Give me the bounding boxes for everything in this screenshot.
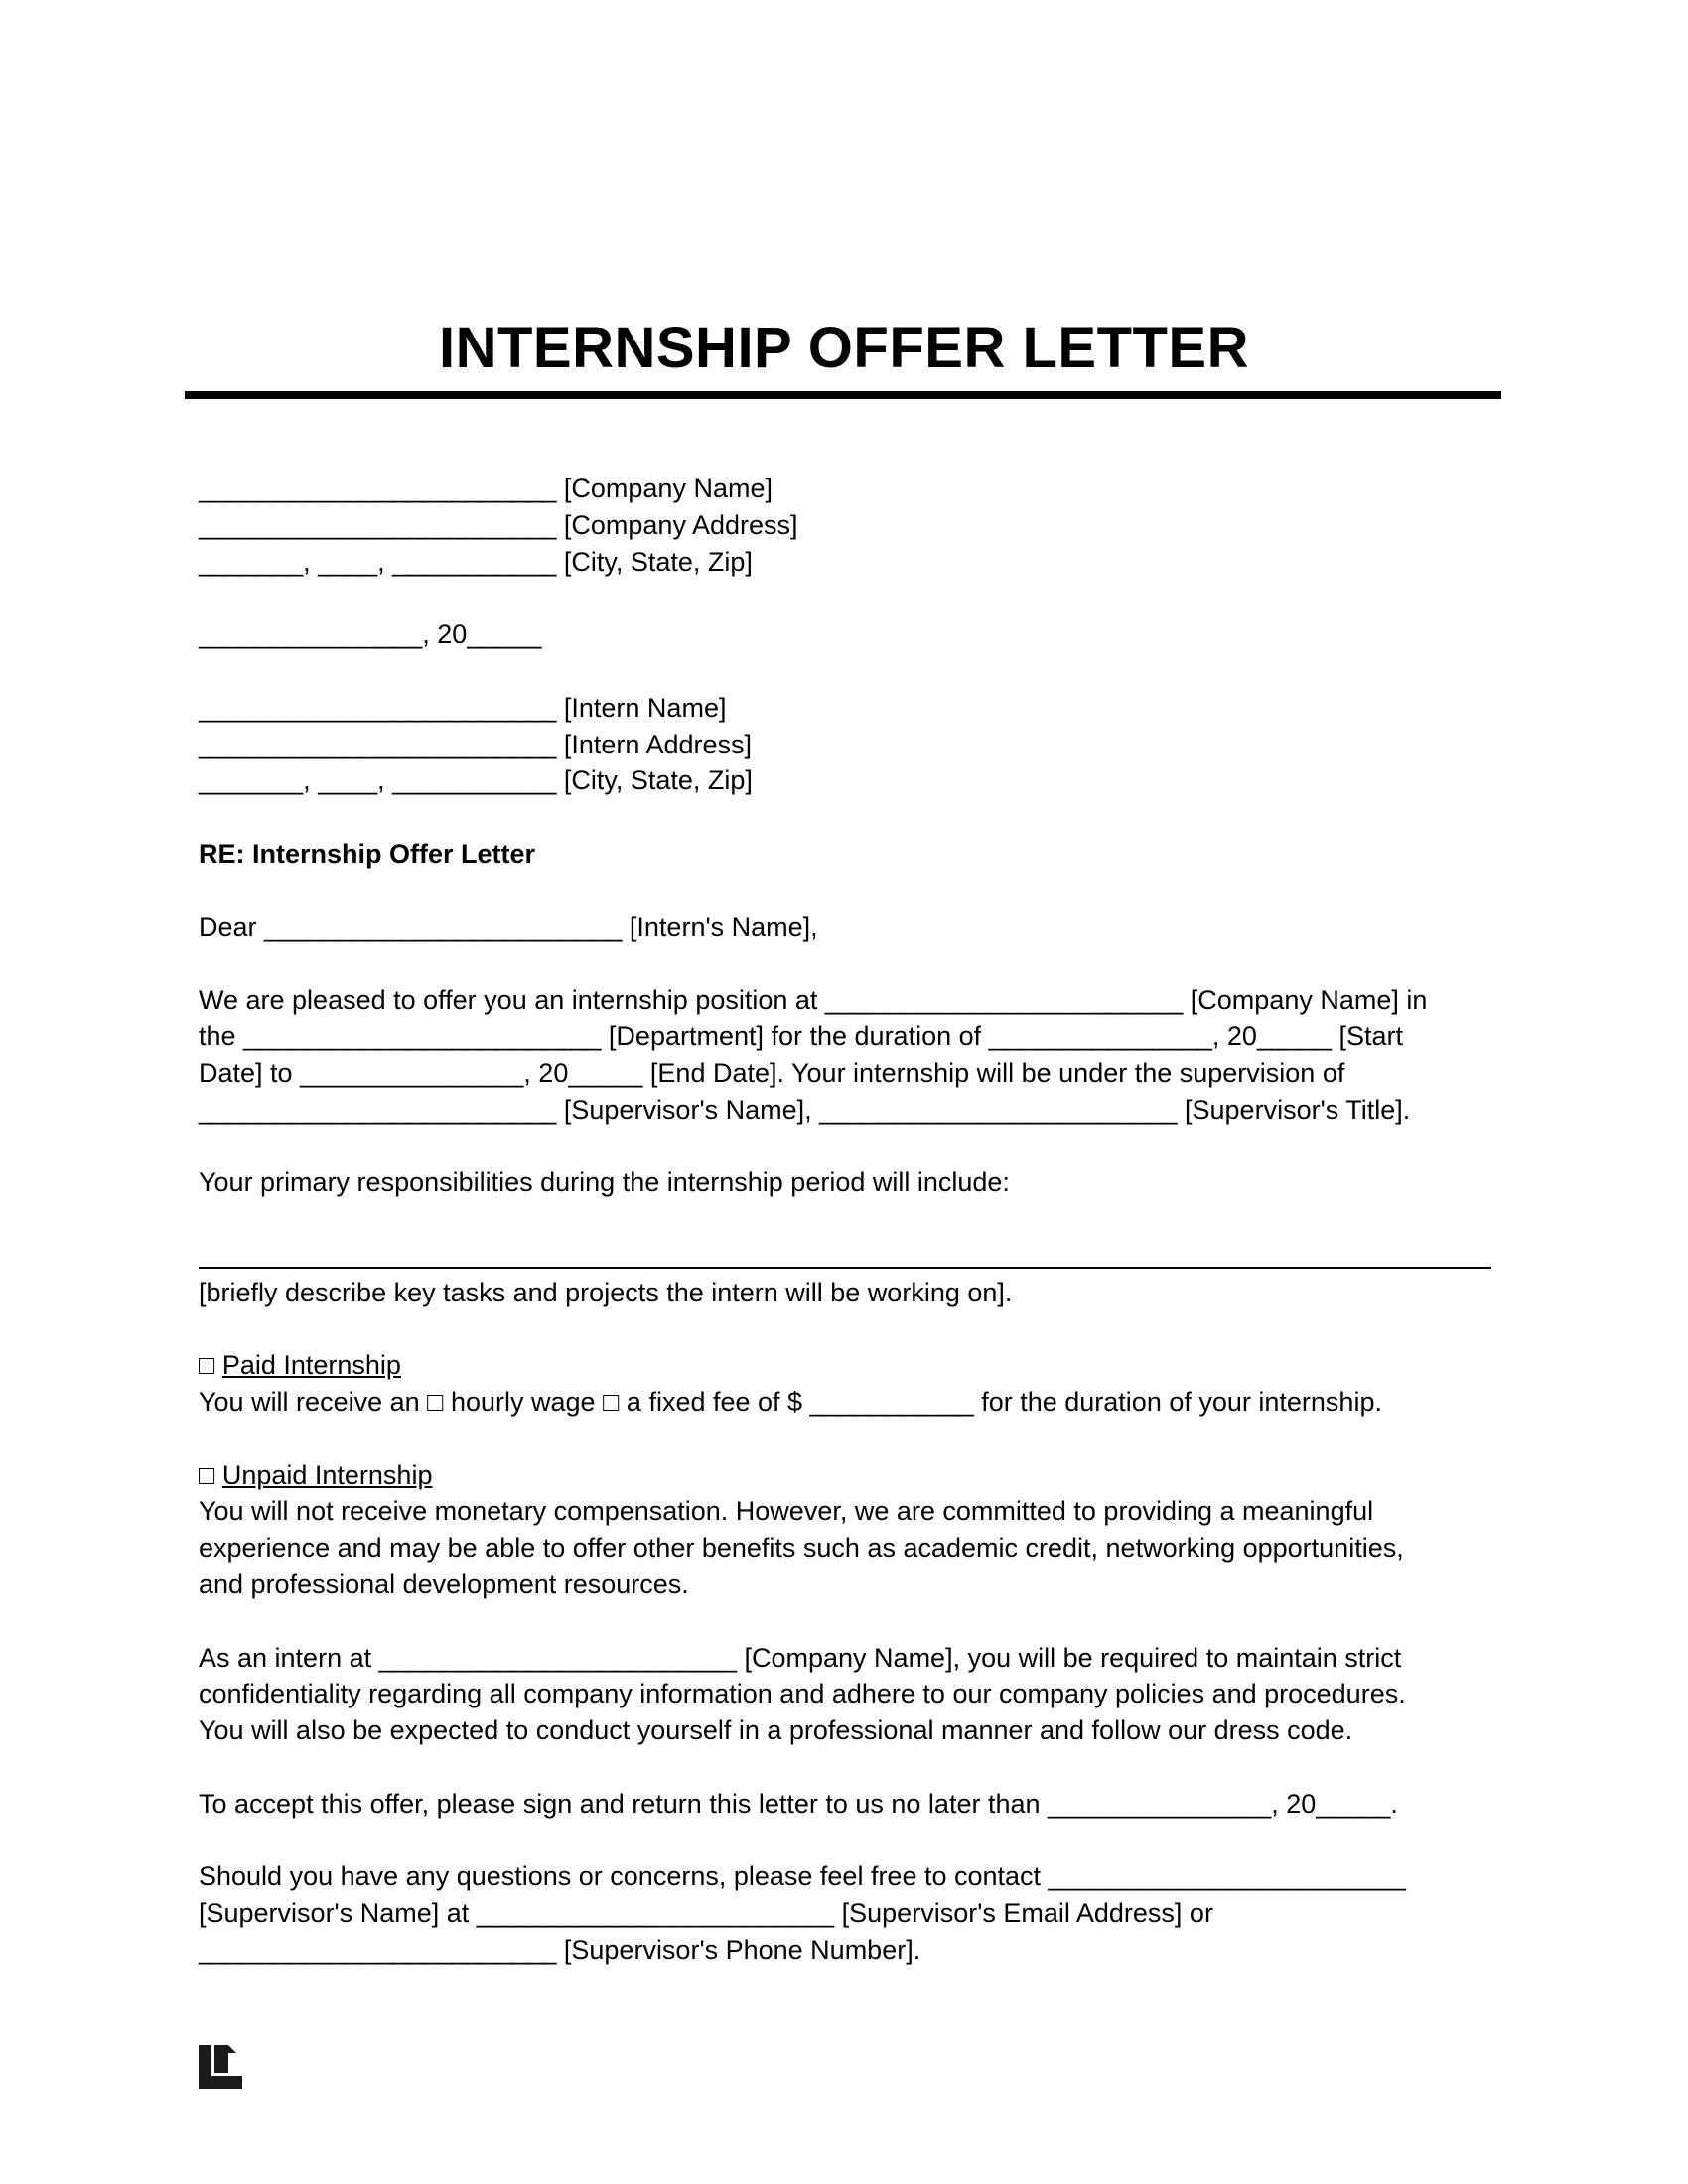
offer-line-3[interactable]: Date] to _______________, 20_____ [End Date]. Your internship will be under the supervision of — [199, 1057, 1345, 1088]
contact-line-1[interactable]: Should you have any questions or concerns, please feel free to contact ________________________ — [199, 1861, 1406, 1892]
document-logo-icon — [199, 2045, 242, 2089]
paid-internship-checkbox[interactable]: □ — [199, 1350, 215, 1381]
offer-paragraph — [199, 982, 1499, 1128]
responsibilities-block — [199, 1238, 1499, 1311]
confidentiality-line-1[interactable]: As an intern at ________________________ [Company Name], you will be required to maintain strict — [199, 1642, 1402, 1673]
contact-paragraph — [199, 1858, 1499, 1968]
acceptance-line[interactable]: To accept this offer, please sign and return this letter to us no later than _______________, 20_____. — [199, 1788, 1398, 1819]
offer-line-1[interactable]: We are pleased to offer you an internship position at ________________________ [Company Name] in — [199, 985, 1428, 1016]
title-divider — [185, 391, 1501, 399]
company-address-block — [199, 471, 1499, 580]
confidentiality-line-3: You will also be expected to conduct yourself in a professional manner and follow our dress code. — [199, 1715, 1353, 1746]
intern-address-field[interactable]: ________________________ [Intern Address] — [199, 729, 752, 759]
responsibilities-hint: [briefly describe key tasks and projects the intern will be working on]. — [199, 1277, 1013, 1307]
date-block — [199, 616, 1499, 653]
letter-date-field[interactable]: _______________, 20_____ — [199, 619, 542, 650]
intern-name-field[interactable]: ________________________ [Intern Name] — [199, 692, 727, 723]
hourly-wage-checkbox[interactable]: □ — [427, 1386, 444, 1417]
unpaid-internship-block — [199, 1457, 1499, 1603]
fixed-fee-checkbox[interactable]: □ — [603, 1386, 620, 1417]
responsibilities-input-line[interactable] — [199, 1238, 1491, 1275]
responsibilities-intro: Your primary responsibilities during the internship period will include: — [199, 1167, 1010, 1198]
salutation[interactable]: Dear ________________________ [Intern's Name], — [199, 911, 818, 942]
company-city-state-zip-field[interactable]: _______, ____, ___________ [City, State, Zip] — [199, 546, 753, 577]
offer-line-2[interactable]: the ________________________ [Department] for the duration of _______________, 20_____ [Start — [199, 1021, 1404, 1051]
unpaid-line-3: and professional development resources. — [199, 1569, 689, 1599]
confidentiality-line-2: confidentiality regarding all company information and adhere to our company policies and procedures. — [199, 1679, 1406, 1709]
company-address-field[interactable]: ________________________ [Company Address] — [199, 509, 798, 540]
re-block — [199, 836, 1499, 873]
paid-text: You will receive an — [199, 1386, 420, 1417]
intern-address-block — [199, 690, 1499, 799]
fixed-fee-text[interactable]: a fixed fee of $ ___________ for the duration of your internship. — [626, 1386, 1382, 1417]
responsibilities-intro-block — [199, 1164, 1499, 1201]
paid-internship-block — [199, 1347, 1499, 1421]
offer-line-4[interactable]: ________________________ [Supervisor's Name], ________________________ [Supervisor's Title]. — [199, 1094, 1411, 1125]
intern-city-state-zip-field[interactable]: _______, ____, ___________ [City, State, Zip] — [199, 765, 753, 796]
re-line: RE: Internship Offer Letter — [199, 838, 536, 869]
unpaid-line-2: experience and may be able to offer other benefits such as academic credit, networking opportunities, — [199, 1533, 1404, 1564]
page-title: INTERNSHIP OFFER LETTER — [438, 316, 1250, 380]
contact-line-2[interactable]: [Supervisor's Name] at ________________________ [Supervisor's Email Address] or — [199, 1898, 1213, 1929]
unpaid-internship-checkbox[interactable]: □ — [199, 1459, 215, 1490]
salutation-block — [199, 909, 1499, 946]
company-name-field[interactable]: ________________________ [Company Name] — [199, 474, 773, 503]
paid-internship-label: Paid Internship — [221, 1350, 401, 1381]
unpaid-line-1: You will not receive monetary compensation. However, we are committed to providing a meaningful — [199, 1496, 1374, 1527]
confidentiality-paragraph — [199, 1640, 1499, 1749]
unpaid-internship-label: Unpaid Internship — [221, 1459, 433, 1490]
hourly-wage-label: hourly wage — [450, 1386, 596, 1417]
acceptance-block — [199, 1786, 1499, 1823]
letter-body — [199, 471, 1499, 1969]
contact-line-3[interactable]: ________________________ [Supervisor's Phone Number]. — [199, 1934, 921, 1965]
